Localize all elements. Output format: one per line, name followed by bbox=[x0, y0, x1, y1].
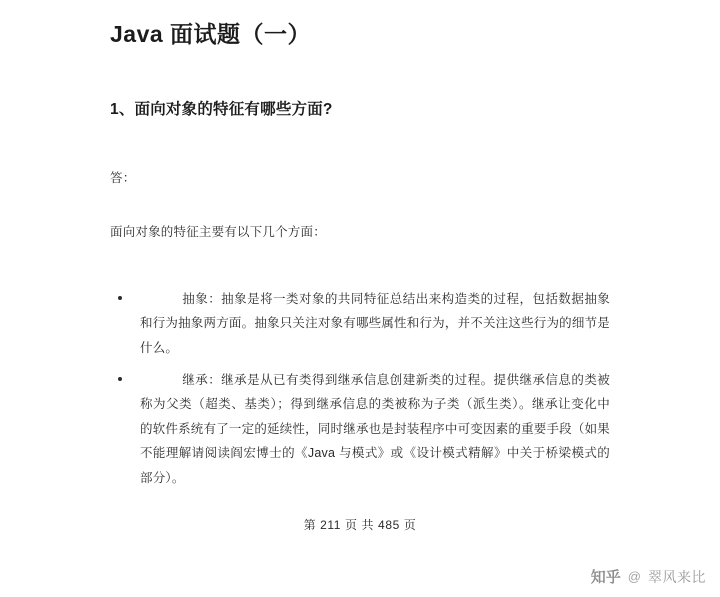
watermark-handle: 翠风来比 bbox=[648, 568, 706, 585]
list-item bbox=[110, 287, 610, 360]
bullet-dot bbox=[118, 377, 122, 381]
answer-label: 答： bbox=[110, 171, 136, 186]
zhihu-logo: 知乎 bbox=[590, 569, 621, 586]
intro-paragraph: 面向对象的特征主要有以下几个方面： bbox=[110, 225, 326, 240]
list-item bbox=[110, 368, 610, 490]
section-heading: 1、面向对象的特征有哪些方面? bbox=[110, 101, 333, 119]
at-symbol: @ bbox=[627, 569, 641, 584]
list-item-text: 继承：继承是从已有类得到继承信息创建新类的过程。提供继承信息的类被称为父类（超类、基类）；得到继承信息的类被称为子类（派生类）。继承让变化中的软件系统有了一定的延续性，同时继承也是封装程序中可变因素的重要手段（如果不能理解请阅读阎宏博士的《Java 与模式》或《设计模式精解》中关于桥梁模式的部分）。 bbox=[140, 373, 610, 485]
bullet-dot bbox=[118, 296, 122, 300]
page-title: Java 面试题（一） bbox=[110, 21, 312, 47]
list-item-text: 抽象：抽象是将一类对象的共同特征总结出来构造类的过程，包括数据抽象和行为抽象两方面。抽象只关注对象有哪些属性和行为，并不关注这些行为的细节是什么。 bbox=[140, 291, 610, 355]
feature-list bbox=[110, 245, 610, 490]
watermark bbox=[591, 566, 706, 587]
page-footer: 第 211 页 共 485 页 bbox=[303, 518, 417, 532]
